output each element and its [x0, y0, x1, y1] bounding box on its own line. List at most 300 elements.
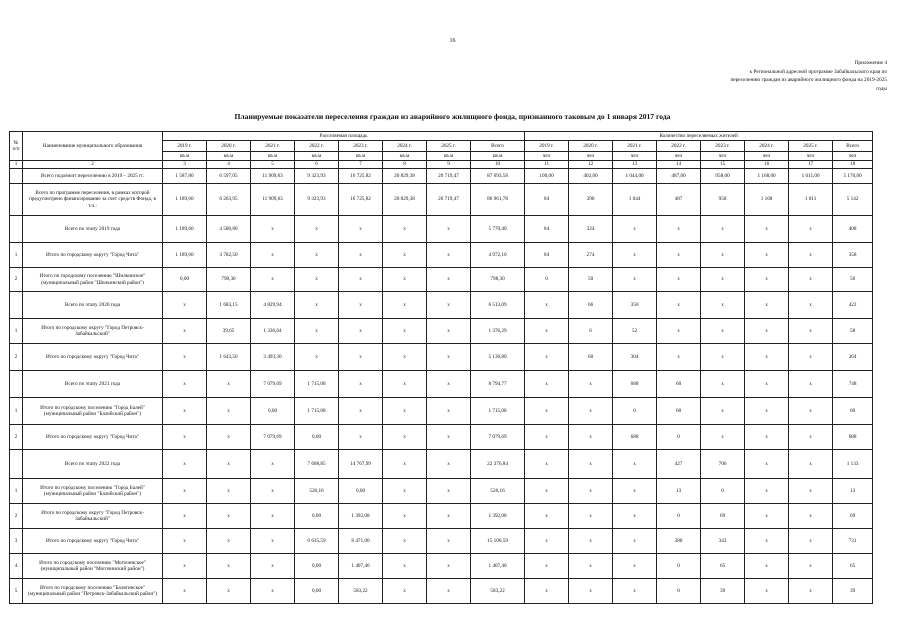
row-number-cell: 5	[10, 579, 23, 604]
area-value-cell: x	[383, 243, 427, 268]
municipality-name-cell: Итого по городскому округу "Город Чита"	[23, 529, 163, 554]
people-value-cell: 100,00	[525, 169, 569, 184]
area-value-cell: 5 770,40	[471, 216, 525, 243]
area-value-cell: x	[339, 216, 383, 243]
table-row	[10, 450, 873, 479]
people-value-cell: x	[789, 450, 833, 479]
year-header-cell: 2019 г.	[525, 141, 569, 152]
people-value-cell: 1 044,00	[613, 169, 657, 184]
people-value-cell: 1 133	[833, 450, 873, 479]
table-row	[10, 398, 873, 425]
people-value-cell: 60	[569, 344, 613, 371]
column-number-cell: 8	[383, 161, 427, 169]
people-value-cell: x	[701, 268, 745, 292]
area-value-cell: 8 471,00	[339, 529, 383, 554]
row-number-cell	[10, 216, 23, 243]
unit-cell: кв.м	[207, 152, 251, 161]
row-number-cell	[10, 184, 23, 216]
area-value-cell: 86 961,78	[471, 184, 525, 216]
unit-cell: чел	[745, 152, 789, 161]
people-value-cell: x	[569, 479, 613, 504]
people-value-cell: x	[613, 268, 657, 292]
area-value-cell: x	[163, 292, 207, 319]
people-value-cell: x	[525, 579, 569, 604]
table-row	[10, 292, 873, 319]
people-value-cell: x	[789, 398, 833, 425]
area-value-cell: x	[295, 344, 339, 371]
row-number-cell: 2	[10, 268, 23, 292]
area-value-cell: x	[427, 398, 471, 425]
people-value-cell: 1 168	[745, 184, 789, 216]
area-value-cell: 0,00	[295, 504, 339, 529]
people-value-cell: x	[789, 319, 833, 344]
table-row	[10, 216, 873, 243]
people-value-cell: x	[569, 504, 613, 529]
people-value-cell: 274	[569, 243, 613, 268]
people-value-cell: x	[701, 425, 745, 450]
area-value-cell: x	[251, 479, 295, 504]
column-number-cell: 1	[10, 161, 23, 169]
people-value-cell: x	[701, 292, 745, 319]
area-value-cell: 4 972,10	[471, 243, 525, 268]
area-value-cell: 5 136,80	[471, 344, 525, 371]
area-value-cell: 1 407,40	[339, 554, 383, 579]
column-number-cell: 3	[163, 161, 207, 169]
municipality-name-cell: Всего по этапу 2020 года	[23, 292, 163, 319]
area-value-cell: 22 376,84	[471, 450, 525, 479]
people-value-cell: x	[525, 554, 569, 579]
people-value-cell: 304	[613, 344, 657, 371]
people-value-cell: x	[745, 425, 789, 450]
people-value-cell: 422	[833, 292, 873, 319]
people-value-cell: x	[745, 479, 789, 504]
area-value-cell: 526,16	[471, 479, 525, 504]
area-value-cell: x	[383, 268, 427, 292]
people-value-cell: x	[525, 504, 569, 529]
table-row	[10, 529, 873, 554]
people-value-cell: x	[789, 479, 833, 504]
people-value-cell: 1 168,00	[745, 169, 789, 184]
column-number-cell: 16	[745, 161, 789, 169]
area-value-cell: x	[163, 319, 207, 344]
area-value-cell: x	[207, 398, 251, 425]
people-value-cell: x	[701, 371, 745, 398]
municipality-name-cell: Итого по городскому поселению "Могочинское" (муниципальный район "Могочинский район")	[23, 554, 163, 579]
unit-cell: кв.м	[471, 152, 525, 161]
area-value-cell: 1 189,60	[163, 184, 207, 216]
people-value-cell: 50	[833, 268, 873, 292]
people-value-cell: 69	[701, 504, 745, 529]
area-value-cell: x	[427, 479, 471, 504]
people-value-cell: x	[745, 554, 789, 579]
people-value-cell: x	[613, 529, 657, 554]
municipality-name-cell: Итого по городскому поселению "Город Балей" (муниципальный район "Балейский район")	[23, 398, 163, 425]
people-value-cell: x	[569, 450, 613, 479]
area-value-cell: 6 263,95	[207, 184, 251, 216]
area-value-cell: x	[251, 579, 295, 604]
unit-cell: чел	[569, 152, 613, 161]
appendix-line: переселению граждан из аварийного жилищного фонда на 2019-2025	[730, 77, 887, 84]
area-value-cell: x	[339, 344, 383, 371]
people-value-cell: x	[745, 216, 789, 243]
people-value-cell: x	[657, 344, 701, 371]
area-value-cell: 87 693,58	[471, 169, 525, 184]
area-value-cell: 7 079,69	[471, 425, 525, 450]
people-value-cell: x	[525, 292, 569, 319]
area-value-cell: x	[251, 216, 295, 243]
people-value-cell: 84	[525, 243, 569, 268]
area-value-cell: 4 829,94	[251, 292, 295, 319]
people-value-cell: x	[613, 479, 657, 504]
table-row	[10, 268, 873, 292]
area-value-cell: x	[163, 529, 207, 554]
area-value-cell: 8 794,77	[471, 371, 525, 398]
people-value-cell: 402,00	[569, 169, 613, 184]
area-value-cell: x	[339, 398, 383, 425]
area-value-cell: 9 323,93	[295, 169, 339, 184]
area-value-cell: 1 189,60	[163, 243, 207, 268]
people-value-cell: 706	[701, 450, 745, 479]
people-value-cell: x	[745, 292, 789, 319]
column-number-cell: 9	[427, 161, 471, 169]
col-name-header: Наименование муниципального образования	[23, 132, 163, 161]
area-value-cell: x	[383, 579, 427, 604]
column-number-cell: 5	[251, 161, 295, 169]
row-number-cell	[10, 292, 23, 319]
municipality-name-cell: Всего по этапу 2022 года	[23, 450, 163, 479]
area-value-cell: 20 719,47	[427, 169, 471, 184]
year-header-cell: 2019 г.	[163, 141, 207, 152]
people-value-cell: 39	[833, 579, 873, 604]
area-value-cell: x	[427, 268, 471, 292]
area-value-cell: x	[427, 504, 471, 529]
people-value-cell: x	[525, 450, 569, 479]
area-value-cell: x	[163, 579, 207, 604]
column-number-cell: 2	[23, 161, 163, 169]
unit-cell: чел	[701, 152, 745, 161]
appendix-line: Приложение 4	[854, 60, 887, 66]
row-number-cell: 2	[10, 504, 23, 529]
area-value-cell: 1 715,08	[295, 398, 339, 425]
area-value-cell: x	[163, 450, 207, 479]
people-value-cell: x	[569, 579, 613, 604]
table-row	[10, 554, 873, 579]
area-value-cell: x	[295, 243, 339, 268]
row-number-cell: 1	[10, 398, 23, 425]
people-value-cell: x	[525, 479, 569, 504]
area-value-cell: 20 719,47	[427, 184, 471, 216]
unit-cell: чел	[789, 152, 833, 161]
people-value-cell: x	[701, 216, 745, 243]
area-value-cell: x	[427, 554, 471, 579]
municipality-name-cell: Итого по городскому округу "Город Петровск-Забайкальский"	[23, 504, 163, 529]
area-value-cell: 1 683,15	[207, 292, 251, 319]
people-value-cell: x	[701, 344, 745, 371]
people-value-cell: 0	[657, 504, 701, 529]
municipality-name-cell: Итого по городскому округу "Город Чита"	[23, 425, 163, 450]
area-value-cell: x	[383, 292, 427, 319]
column-number-cell: 7	[339, 161, 383, 169]
people-value-cell: 688	[613, 371, 657, 398]
column-number-cell: 14	[657, 161, 701, 169]
column-number-cell: 11	[525, 161, 569, 169]
table-row	[10, 319, 873, 344]
people-value-cell: 1 011,00	[789, 169, 833, 184]
people-value-cell: 65	[833, 554, 873, 579]
people-value-cell: x	[701, 398, 745, 425]
people-value-cell: x	[525, 398, 569, 425]
area-value-cell: x	[163, 479, 207, 504]
people-value-cell: x	[613, 450, 657, 479]
area-value-cell: x	[251, 554, 295, 579]
people-value-cell: 390	[569, 184, 613, 216]
people-value-cell: 356	[613, 292, 657, 319]
people-value-cell: 958	[701, 184, 745, 216]
area-value-cell: 1 715,08	[471, 398, 525, 425]
year-header-cell: 2024 г.	[745, 141, 789, 152]
people-value-cell: x	[745, 398, 789, 425]
people-value-cell: 388	[657, 529, 701, 554]
people-value-cell: x	[745, 371, 789, 398]
area-value-cell: x	[427, 579, 471, 604]
people-value-cell: 58	[833, 319, 873, 344]
table-row	[10, 479, 873, 504]
table-row	[10, 425, 873, 450]
area-value-cell: 4 580,80	[207, 216, 251, 243]
people-value-cell: x	[745, 529, 789, 554]
row-number-cell: 2	[10, 425, 23, 450]
people-value-cell: x	[613, 216, 657, 243]
year-header-cell: Всего	[471, 141, 525, 152]
area-value-cell: x	[339, 425, 383, 450]
people-value-cell: x	[569, 398, 613, 425]
area-value-cell: x	[163, 504, 207, 529]
people-value-cell: x	[525, 425, 569, 450]
area-value-cell: x	[295, 292, 339, 319]
people-value-cell: x	[569, 425, 613, 450]
row-number-cell	[10, 169, 23, 184]
area-value-cell: x	[163, 398, 207, 425]
column-number-cell: 17	[789, 161, 833, 169]
area-value-cell: 0,00	[163, 268, 207, 292]
resettlement-table	[9, 131, 873, 604]
people-value-cell: x	[569, 371, 613, 398]
area-value-cell: 0,00	[295, 554, 339, 579]
area-value-cell: 7 079,69	[251, 371, 295, 398]
area-value-cell: x	[207, 579, 251, 604]
document-title: Планируемые показатели переселения граждан из аварийного жилищного фонда, признанного таковым до 1 января 2017 года	[234, 112, 671, 121]
area-value-cell: 0,00	[295, 425, 339, 450]
people-value-cell: x	[745, 504, 789, 529]
municipality-name-cell: Итого по городскому округу "Город Петровск-Забайкальский"	[23, 319, 163, 344]
column-number-cell: 12	[569, 161, 613, 169]
people-value-cell: x	[657, 216, 701, 243]
table-row	[10, 169, 873, 184]
people-value-cell: 69	[833, 504, 873, 529]
area-value-cell: 1 336,64	[251, 319, 295, 344]
appendix-line: к Региональной адресной программе Забайкальского края по	[749, 68, 887, 75]
people-value-cell: 66	[569, 292, 613, 319]
people-value-cell: 343	[701, 529, 745, 554]
people-value-cell: 731	[833, 529, 873, 554]
people-value-cell: 6	[569, 319, 613, 344]
year-header-cell: 2021 г.	[251, 141, 295, 152]
area-value-cell: 3 493,30	[251, 344, 295, 371]
area-value-cell: x	[383, 450, 427, 479]
area-value-cell: x	[427, 450, 471, 479]
row-number-cell: 4	[10, 554, 23, 579]
municipality-name-cell: Итого по городскому поселению "Город Балей" (муниципальный район "Балейский район")	[23, 479, 163, 504]
year-header-cell: 2025 г.	[427, 141, 471, 152]
people-value-cell: 5 170,00	[833, 169, 873, 184]
year-header-cell: 2020 г.	[207, 141, 251, 152]
municipality-name-cell: Всего подлежит переселению в 2019 – 2025 гг.	[23, 169, 163, 184]
area-value-cell: x	[383, 554, 427, 579]
people-value-cell: 487	[657, 184, 701, 216]
people-value-cell: 0	[657, 554, 701, 579]
area-value-cell: x	[427, 216, 471, 243]
unit-cell: кв.м	[251, 152, 295, 161]
area-value-cell: 0,00	[295, 579, 339, 604]
people-value-cell: x	[789, 371, 833, 398]
row-number-cell: 1	[10, 479, 23, 504]
area-value-cell: 526,16	[295, 479, 339, 504]
people-value-cell: x	[613, 579, 657, 604]
area-value-cell: x	[383, 344, 427, 371]
area-value-cell: 6 635,59	[295, 529, 339, 554]
people-value-cell: x	[569, 529, 613, 554]
area-value-cell: 7 608,85	[295, 450, 339, 479]
area-value-cell: x	[295, 268, 339, 292]
people-value-cell: 364	[833, 344, 873, 371]
people-value-cell: x	[789, 529, 833, 554]
area-value-cell: 16 725,82	[339, 169, 383, 184]
area-value-cell: 11 909,63	[251, 169, 295, 184]
unit-cell: кв.м	[339, 152, 383, 161]
area-value-cell: 0,00	[339, 479, 383, 504]
area-value-cell: x	[163, 344, 207, 371]
area-value-cell: 14 767,99	[339, 450, 383, 479]
col-number-header: № п/п	[10, 132, 23, 161]
area-value-cell: x	[427, 344, 471, 371]
area-value-cell: x	[295, 319, 339, 344]
people-value-cell: x	[789, 579, 833, 604]
area-value-cell: x	[339, 371, 383, 398]
people-value-cell: 358	[833, 243, 873, 268]
area-value-cell: 39,65	[207, 319, 251, 344]
area-value-cell: x	[383, 504, 427, 529]
area-value-cell: 798,30	[207, 268, 251, 292]
table-row	[10, 504, 873, 529]
municipality-name-cell: Итого по городскому поселению "Балягинское" (муниципальный район "Петровск-Забайкальский район")	[23, 579, 163, 604]
people-value-cell: 65	[701, 554, 745, 579]
area-value-cell: x	[207, 504, 251, 529]
people-value-cell: 408	[833, 216, 873, 243]
area-value-cell: 1 587,80	[163, 169, 207, 184]
municipality-name-cell: Всего по этапу 2019 года	[23, 216, 163, 243]
table-row	[10, 579, 873, 604]
unit-cell: кв.м	[295, 152, 339, 161]
people-value-cell: 1 044	[613, 184, 657, 216]
area-value-cell: x	[207, 554, 251, 579]
appendix-line: годы	[876, 85, 887, 92]
people-value-cell: x	[657, 243, 701, 268]
area-value-cell: 3 782,50	[207, 243, 251, 268]
unit-cell: кв.м	[383, 152, 427, 161]
people-value-cell: x	[525, 344, 569, 371]
people-value-cell: x	[525, 319, 569, 344]
people-value-cell: 39	[701, 579, 745, 604]
area-value-cell: x	[383, 216, 427, 243]
area-value-cell: 798,30	[471, 268, 525, 292]
column-number-cell: 6	[295, 161, 339, 169]
table-row	[10, 184, 873, 216]
year-header-cell: 2022 г.	[295, 141, 339, 152]
area-value-cell: x	[207, 450, 251, 479]
people-value-cell: 13	[833, 479, 873, 504]
unit-cell: кв.м	[163, 152, 207, 161]
municipality-name-cell: Всего по этапу 2021 года	[23, 371, 163, 398]
people-value-cell: x	[701, 243, 745, 268]
people-value-cell: x	[789, 504, 833, 529]
people-value-cell: 0	[657, 579, 701, 604]
area-value-cell: x	[427, 243, 471, 268]
area-value-cell: x	[427, 529, 471, 554]
people-value-cell: 487,00	[657, 169, 701, 184]
people-value-cell: x	[701, 319, 745, 344]
year-header-cell: Всего	[833, 141, 873, 152]
people-value-cell: x	[657, 268, 701, 292]
row-number-cell: 1	[10, 319, 23, 344]
people-value-cell: 427	[657, 450, 701, 479]
area-value-cell: x	[163, 425, 207, 450]
area-value-cell: 6 513,09	[471, 292, 525, 319]
people-value-cell: 958,00	[701, 169, 745, 184]
people-value-cell: 0	[701, 479, 745, 504]
row-number-cell: 3	[10, 529, 23, 554]
column-number-cell: 18	[833, 161, 873, 169]
people-value-cell: 52	[613, 319, 657, 344]
people-value-cell: 5 142	[833, 184, 873, 216]
year-header-cell: 2020 г.	[569, 141, 613, 152]
unit-cell: кв.м	[427, 152, 471, 161]
unit-cell: чел	[657, 152, 701, 161]
municipality-name-cell: Всего по программе переселения, в рамках которой предусмотрено финансирование за счет средств Фонда, в т.ч.:	[23, 184, 163, 216]
area-value-cell: x	[383, 319, 427, 344]
area-value-cell: 1 715,08	[295, 371, 339, 398]
people-value-cell: x	[789, 554, 833, 579]
area-value-cell: 15 106,59	[471, 529, 525, 554]
people-value-cell: x	[789, 292, 833, 319]
people-value-cell: x	[745, 268, 789, 292]
people-value-cell: 60	[657, 398, 701, 425]
area-value-cell: x	[383, 425, 427, 450]
people-value-cell: x	[525, 371, 569, 398]
area-value-cell: 11 909,63	[251, 184, 295, 216]
area-value-cell: x	[207, 529, 251, 554]
area-value-cell: x	[427, 425, 471, 450]
people-value-cell: x	[745, 319, 789, 344]
row-number-cell: 1	[10, 243, 23, 268]
people-value-cell: 84	[525, 216, 569, 243]
people-value-cell: 50	[569, 268, 613, 292]
year-header-cell: 2025 г.	[789, 141, 833, 152]
area-value-cell: x	[207, 425, 251, 450]
area-value-cell: x	[207, 371, 251, 398]
year-header-cell: 2021 г.	[613, 141, 657, 152]
column-number-cell: 4	[207, 161, 251, 169]
area-value-cell: x	[339, 268, 383, 292]
